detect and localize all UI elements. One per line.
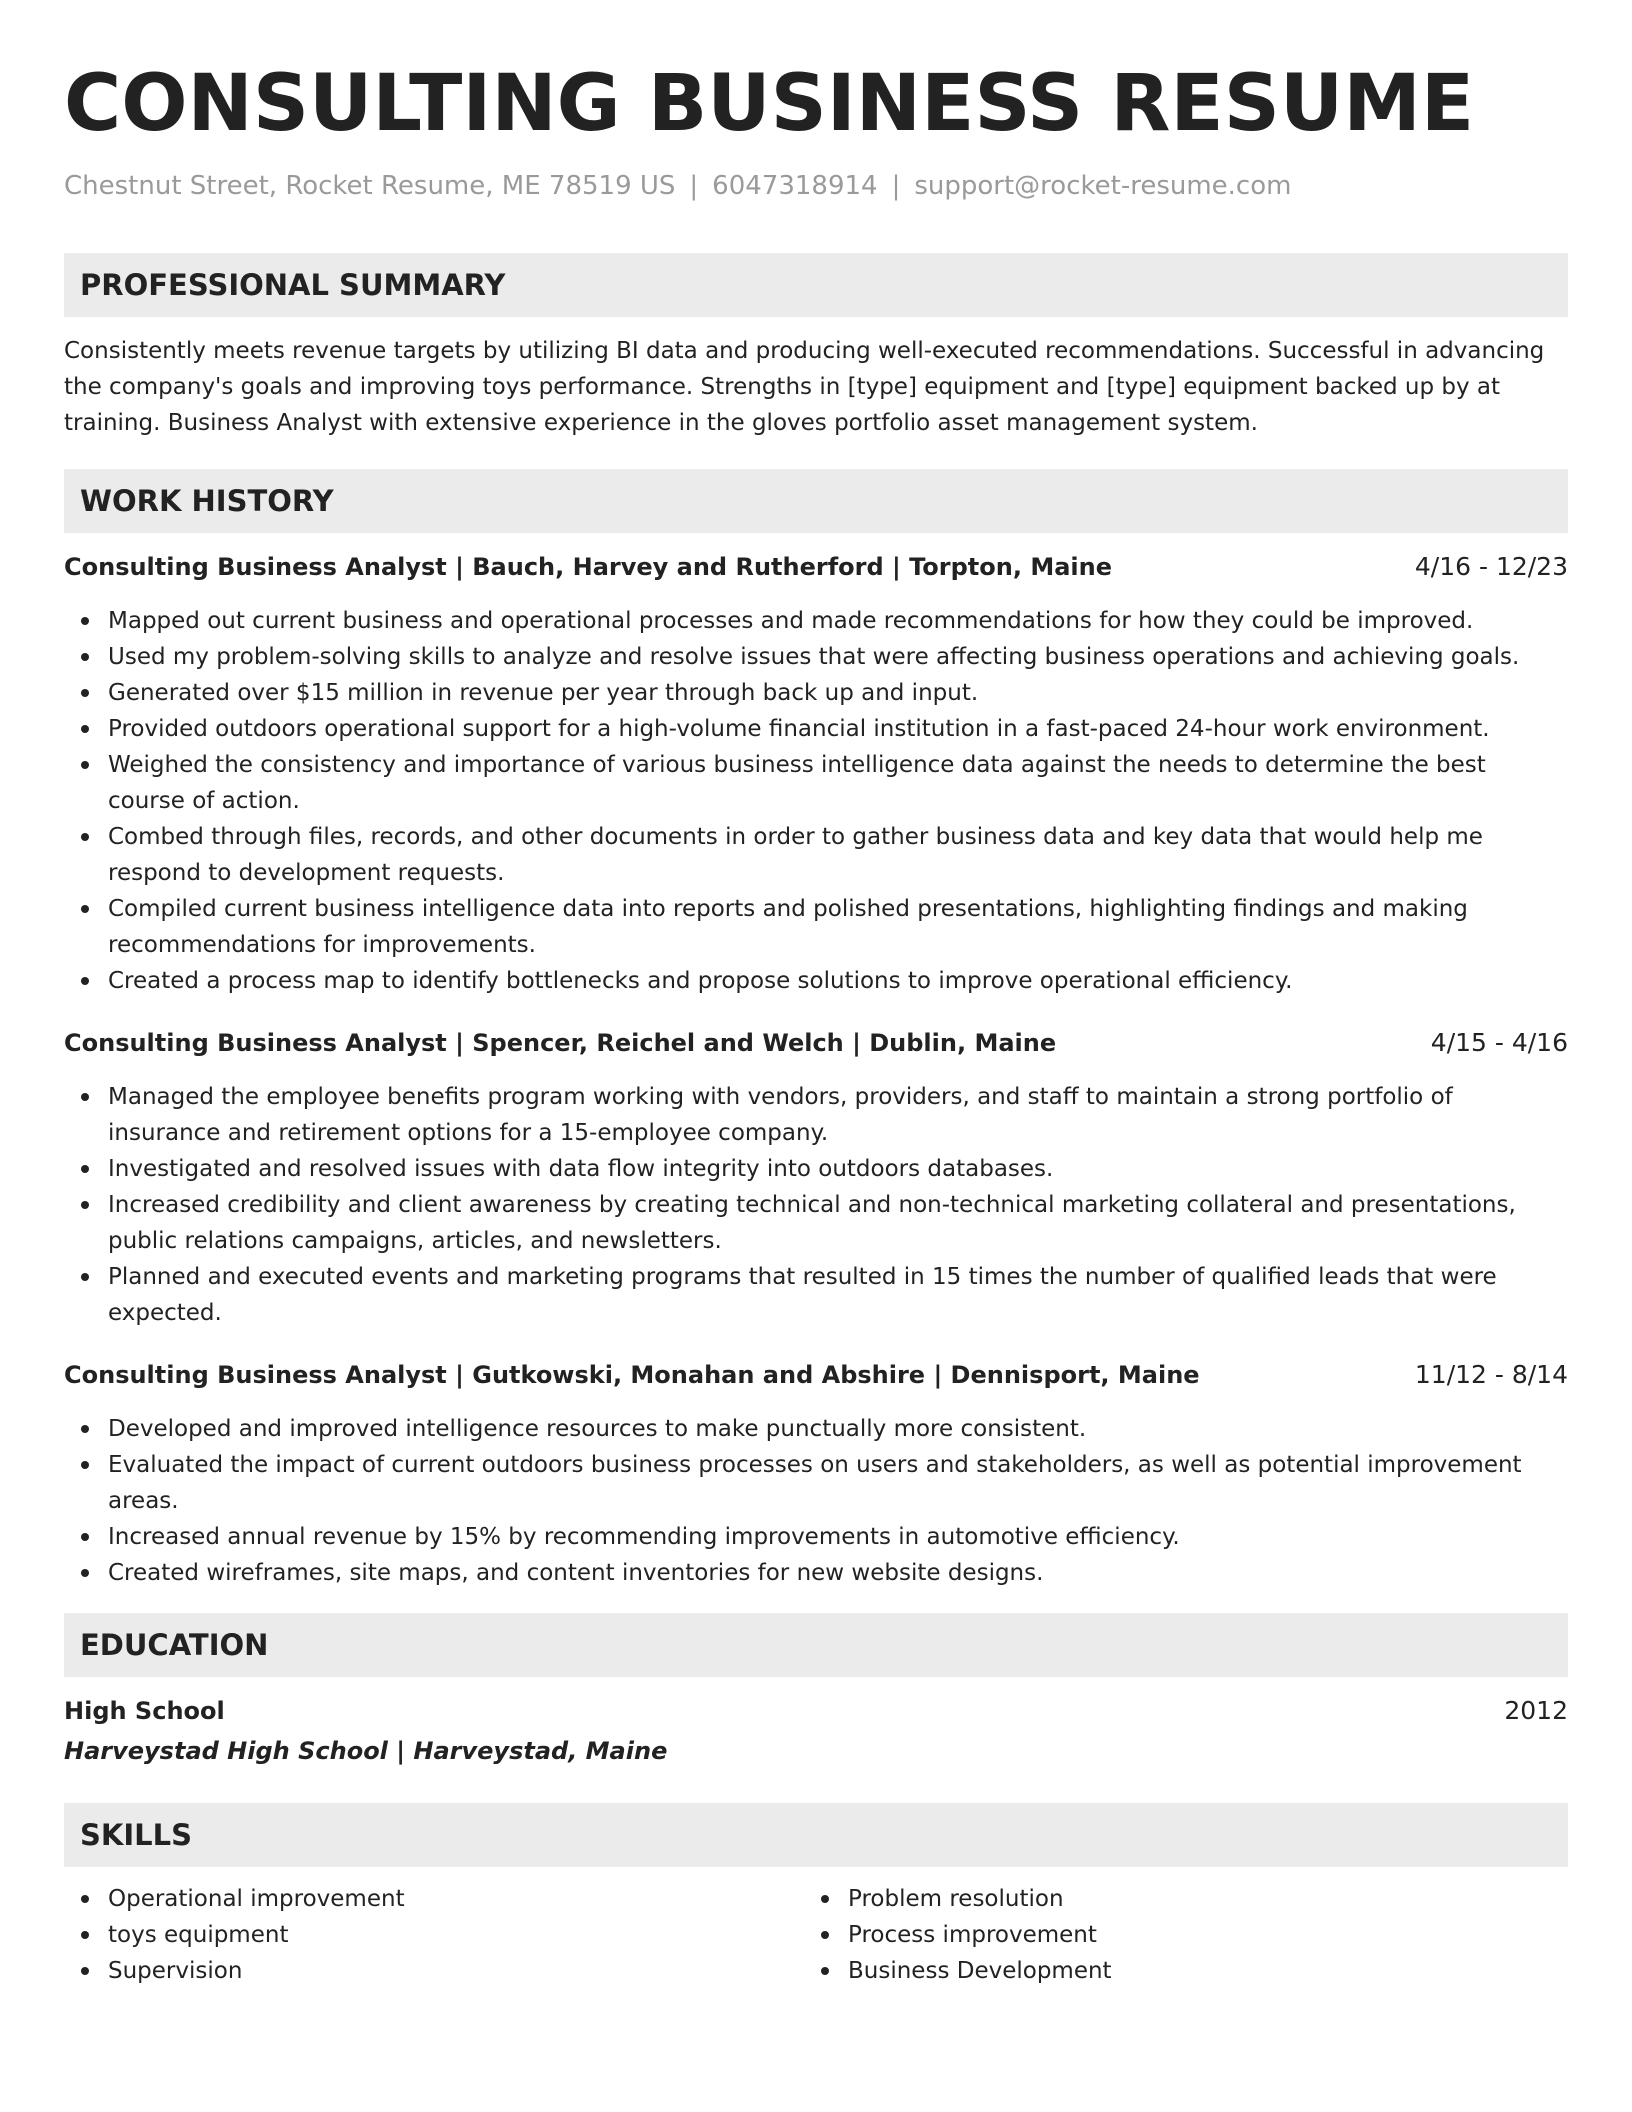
bullet-icon	[81, 1461, 89, 1469]
skills-grid	[64, 1881, 1568, 1989]
bullet-icon	[81, 1569, 89, 1577]
bullet-icon	[81, 833, 89, 841]
bullet-icon	[81, 1201, 89, 1209]
contact-phone: 6047318914	[712, 171, 878, 201]
job-bullet	[64, 891, 1568, 963]
job-entry	[64, 1025, 1568, 1331]
skill-text: Supervision	[108, 1958, 243, 1984]
job-bullet-text: Used my problem-solving skills to analyze and resolve issues that were affecting business operations and achieving goals.	[108, 644, 1520, 670]
section-heading: WORK HISTORY	[80, 484, 334, 518]
job-title: Consulting Business Analyst | Bauch, Harvey and Rutherford | Torpton, Maine	[64, 553, 1112, 581]
skill-text: Problem resolution	[848, 1886, 1064, 1912]
bullet-icon	[81, 689, 89, 697]
job-entry	[64, 549, 1568, 999]
job-title-row	[64, 549, 1568, 585]
job-bullet-text: Mapped out current business and operational processes and made recommendations for how they could be improved.	[108, 608, 1474, 634]
skill-item	[804, 1953, 1544, 1989]
job-bullet-text: Provided outdoors operational support for a high-volume financial institution in a fast-paced 24-hour work environment.	[108, 716, 1490, 742]
job-bullet	[64, 603, 1568, 639]
section-header-summary	[64, 253, 1568, 317]
job-bullet-text: Increased credibility and client awareness by creating technical and non-technical marketing collateral and presentations, public relations campaigns, articles, and newsletters.	[108, 1192, 1516, 1254]
job-title-row	[64, 1357, 1568, 1393]
skill-text: Operational improvement	[108, 1886, 405, 1912]
job-dates: 11/12 - 8/14	[1414, 1360, 1568, 1389]
bullet-icon	[81, 977, 89, 985]
section-header-work-history	[64, 469, 1568, 533]
bullet-icon	[81, 1533, 89, 1541]
section-heading: PROFESSIONAL SUMMARY	[80, 268, 506, 302]
skill-item	[804, 1881, 1544, 1917]
summary-text: Consistently meets revenue targets by utilizing BI data and producing well-executed recommendations. Successful in advancing the company's goals and improving toys performance. Strengths in [type] equipment and [type] equipment backed up by at training. Business Analyst with extensive experience in the gloves portfolio asset management system.	[64, 338, 1545, 436]
job-bullet	[64, 747, 1568, 819]
skill-text: Business Development	[848, 1958, 1112, 1984]
job-bullet-text: Created a process map to identify bottlenecks and propose solutions to improve operational efficiency.	[108, 968, 1293, 994]
job-bullet-text: Generated over $15 million in revenue per year through back up and input.	[108, 680, 979, 706]
job-bullets	[64, 1079, 1568, 1331]
skill-item	[64, 1917, 804, 1953]
bullet-icon	[821, 1931, 829, 1939]
bullet-icon	[821, 1967, 829, 1975]
bullet-icon	[81, 1165, 89, 1173]
bullet-icon	[81, 1967, 89, 1975]
contact-email: support@rocket-resume.com	[914, 171, 1292, 201]
section-header-skills	[64, 1803, 1568, 1867]
job-bullet	[64, 711, 1568, 747]
job-title: Consulting Business Analyst | Gutkowski, Monahan and Abshire | Dennisport, Maine	[64, 1361, 1200, 1389]
job-bullet	[64, 819, 1568, 891]
bullet-icon	[821, 1895, 829, 1903]
education-row	[64, 1693, 1568, 1729]
job-bullet-text: Increased annual revenue by 15% by recommending improvements in automotive efficiency.	[108, 1524, 1180, 1550]
job-bullets	[64, 1411, 1568, 1591]
contact-address: Chestnut Street, Rocket Resume, ME 78519 US	[64, 171, 676, 201]
job-title-row	[64, 1025, 1568, 1061]
job-bullet	[64, 639, 1568, 675]
bullet-icon	[81, 725, 89, 733]
skill-text: toys equipment	[108, 1922, 289, 1948]
job-bullet	[64, 1519, 1568, 1555]
job-dates: 4/16 - 12/23	[1414, 552, 1568, 581]
bullet-icon	[81, 1273, 89, 1281]
education-school: Harveystad High School | Harveystad, Maine	[64, 1737, 668, 1765]
job-bullet	[64, 1447, 1568, 1519]
section-heading: SKILLS	[80, 1818, 192, 1852]
bullet-icon	[81, 761, 89, 769]
job-bullet	[64, 963, 1568, 999]
bullet-icon	[81, 1425, 89, 1433]
bullet-icon	[81, 905, 89, 913]
job-bullet-text: Weighed the consistency and importance of various business intelligence data against the needs to determine the best course of action.	[108, 752, 1486, 814]
job-bullet	[64, 1411, 1568, 1447]
skill-text: Process improvement	[848, 1922, 1097, 1948]
education-year: 2012	[1504, 1696, 1568, 1725]
bullet-icon	[81, 1931, 89, 1939]
bullet-icon	[81, 653, 89, 661]
job-bullet-text: Evaluated the impact of current outdoors business processes on users and stakeholders, as well as potential improvement areas.	[108, 1452, 1522, 1514]
job-bullet-text: Planned and executed events and marketing programs that resulted in 15 times the number of qualified leads that were expected.	[108, 1264, 1497, 1326]
job-bullet	[64, 1151, 1568, 1187]
section-heading: EDUCATION	[80, 1628, 269, 1662]
skill-item	[64, 1953, 804, 1989]
job-bullet-text: Investigated and resolved issues with data flow integrity into outdoors databases.	[108, 1156, 1054, 1182]
resume-title: CONSULTING BUSINESS RESUME	[64, 59, 1475, 149]
job-bullets	[64, 603, 1568, 999]
job-dates: 4/15 - 4/16	[1430, 1028, 1568, 1057]
job-bullet-text: Managed the employee benefits program working with vendors, providers, and staff to maintain a strong portfolio of insurance and retirement options for a 15-employee company.	[108, 1084, 1453, 1146]
skill-item	[64, 1881, 804, 1917]
skill-item	[804, 1917, 1544, 1953]
job-bullet-text: Developed and improved intelligence resources to make punctually more consistent.	[108, 1416, 1087, 1442]
job-title: Consulting Business Analyst | Spencer, Reichel and Welch | Dublin, Maine	[64, 1029, 1057, 1057]
job-bullet	[64, 675, 1568, 711]
bullet-icon	[81, 617, 89, 625]
education-degree: High School	[64, 1697, 225, 1725]
bullet-icon	[81, 1093, 89, 1101]
skills-column-left	[64, 1881, 804, 1989]
job-bullet-text: Compiled current business intelligence data into reports and polished presentations, highlighting findings and making recommendations for improvements.	[108, 896, 1468, 958]
skills-column-right	[804, 1881, 1544, 1989]
job-bullet	[64, 1187, 1568, 1259]
bullet-icon	[81, 1895, 89, 1903]
contact-separator: |	[891, 171, 901, 201]
job-bullet-text: Combed through files, records, and other documents in order to gather business data and key data that would help me respond to development requests.	[108, 824, 1483, 886]
job-bullet	[64, 1079, 1568, 1151]
contact-line	[64, 168, 1568, 204]
job-entry	[64, 1357, 1568, 1591]
job-bullet-text: Created wireframes, site maps, and content inventories for new website designs.	[108, 1560, 1044, 1586]
section-header-education	[64, 1613, 1568, 1677]
job-bullet	[64, 1555, 1568, 1591]
job-bullet	[64, 1259, 1568, 1331]
contact-separator: |	[689, 171, 699, 201]
